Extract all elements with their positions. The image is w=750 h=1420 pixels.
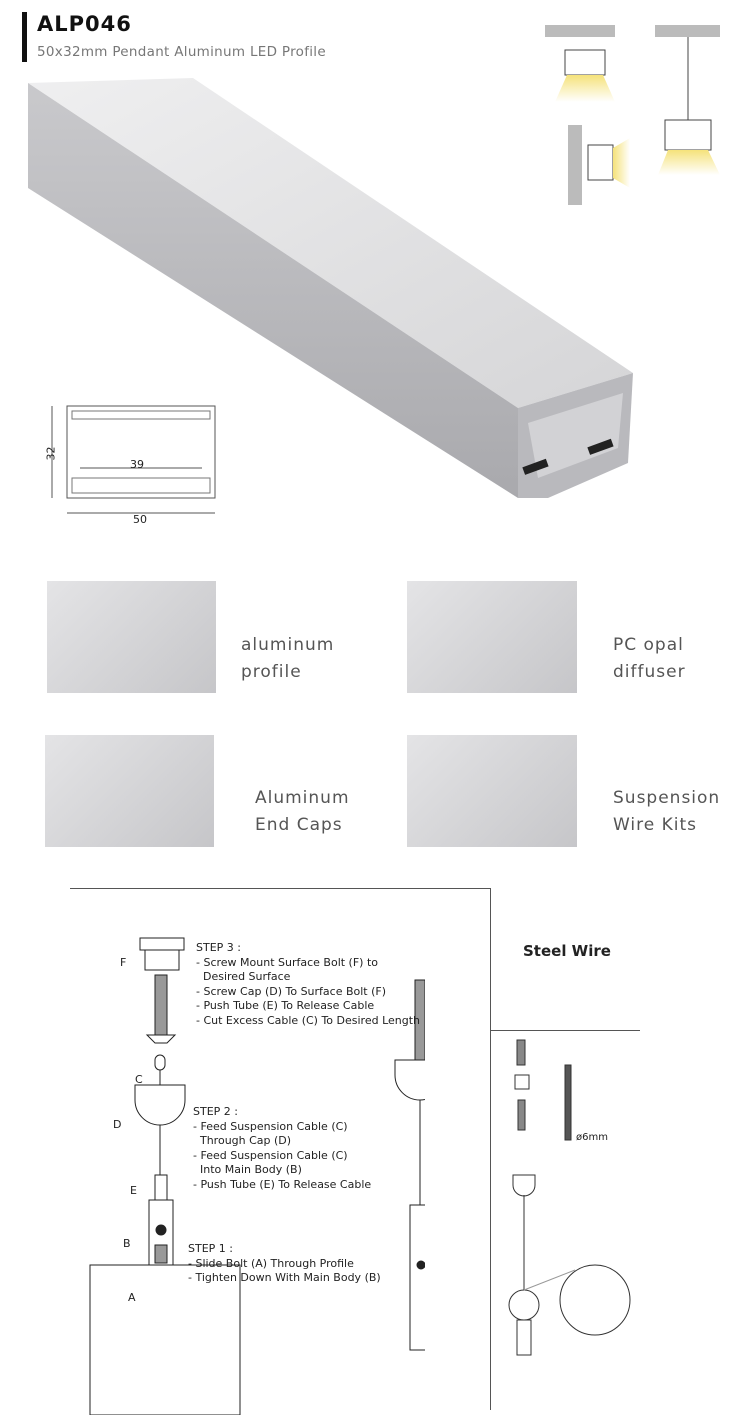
steel-wire-drawing [495, 1035, 645, 1415]
title-accent-bar [22, 12, 27, 62]
component-label-diffuser: PC opal diffuser [613, 635, 686, 682]
pendant-mount-icon [655, 25, 720, 175]
dimension-height: 32 [44, 446, 58, 461]
component-label-suspension: Suspension Wire Kits [613, 788, 721, 835]
label-e: E [130, 1184, 137, 1197]
product-code: ALP046 [37, 12, 132, 36]
dimension-width: 50 [133, 513, 147, 526]
dimension-inner-width: 39 [130, 458, 144, 471]
label-a: A [128, 1291, 136, 1304]
label-f: F [120, 956, 127, 969]
label-d: D [113, 1118, 122, 1131]
step-1-instructions: STEP 1 : - Slide Bolt (A) Through Profile - Tighten Down With Main Body (B) [188, 1242, 381, 1285]
label-b: B [123, 1237, 131, 1250]
diagram-divider [490, 888, 491, 1410]
diagram-border-top [70, 888, 490, 889]
end-caps-photo [45, 735, 214, 847]
component-label-profile: aluminum profile [241, 635, 335, 682]
aluminum-profile-photo [47, 581, 216, 693]
steel-wire-title: Steel Wire [523, 942, 611, 960]
component-label-end-caps: Aluminum End Caps [255, 788, 350, 835]
step-3-instructions: STEP 3 : - Screw Mount Surface Bolt (F) to Desired Surface - Screw Cap (D) To Surface Bolt (F) - Push Tube (E) To Release Cable - Cut Excess Cable (C) To Desired Length [196, 941, 421, 1027]
step-2-instructions: STEP 2 : - Feed Suspension Cable (C) Through Cap (D) - Feed Suspension Cable (C) Into Main Body (B) - Push Tube (E) To Release Cable [193, 1105, 372, 1191]
drill-size-label: ø6mm [576, 1132, 608, 1143]
product-subtitle: 50x32mm Pendant Aluminum LED Profile [37, 44, 326, 60]
pc-diffuser-photo [407, 581, 577, 693]
label-c: C [135, 1073, 143, 1086]
steel-wire-divider [490, 1030, 640, 1031]
suspension-kit-photo [407, 735, 577, 847]
